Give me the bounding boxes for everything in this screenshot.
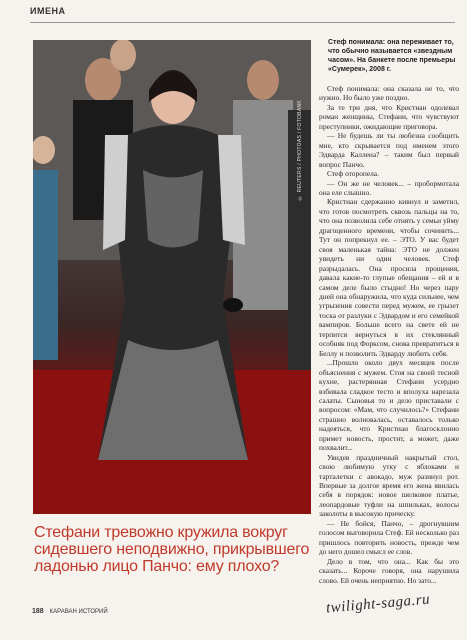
page-number: 188 bbox=[32, 608, 44, 615]
paragraph: Увидев праздничный накрытый стол, свою любимую утку с яблоками и тарталетки с авокадо, муж разинул рот. Впервые за долгое время его жена явилась себя в порядок: новое шелковое платье, леопардовые туфли на шпильках, волосы заколоты в высокую прическу. bbox=[319, 452, 459, 519]
pull-quote: Стефани тревожно кружила вокруг сидевшего неподвижно, прикрывшего ладонью лицо Панчо: ему плохо? bbox=[34, 524, 310, 575]
paragraph: — Он же не человек... – пробормотала она еле слышно. bbox=[319, 178, 459, 197]
paragraph: Стеф понимала: она сказала не то, что нужно. Но было уже поздно. bbox=[319, 84, 459, 103]
paragraph: За те три дня, что Кристиан одолевал роман женщины, Стефани, что чувствуют преступники, ожидающие приговора. bbox=[319, 102, 459, 131]
paragraph: Кристиан сдержанно кивнул и заметил, что готов посмотреть сквозь пальцы на то, что она позволила себе отнять у семьи уйму драгоценного времени, чтобы сочинить... Тут он попрекнул ее. – ЭТО. У вас будет своя маленькая тайна: ЭТО не должен увидеть ни один человек. Стеф разрыдалась. Она просила прощения, давала какие-то глупые обещания – ей и в самом деле было стыдно! Но через пару дней она обнаружила, что куда сильнее, чем угрызения совести перед мужем, ее грызет тоска от разлуки с Эдвардом и его семейкой вампиров. Больше всего на свете ей не терпится вернуться в их стеклянный особняк под Форксом, снова превратиться в Беллу и позволить Эдварду любить себя. bbox=[319, 197, 459, 358]
photo-red-carpet bbox=[33, 40, 311, 514]
section-label: ИМЕНА bbox=[30, 6, 66, 16]
photo-caption: Стеф понимала: она переживает то, что обычно называется «звездным часом». На банкете после премьеры «Сумерек», 2008 г. bbox=[328, 39, 456, 73]
top-rule bbox=[30, 22, 455, 23]
article-body bbox=[319, 84, 459, 614]
paragraph: Дело в том, что она... Как бы это сказать... Короче говоря, она нарушила слово. Ей очень неприятно. Но зато... bbox=[319, 556, 459, 585]
magazine-name: КАРАВАН ИСТОРИЙ bbox=[49, 609, 108, 615]
paragraph: — Не бойся, Панчо, – дрогнувшим голосом выговорила Стеф. Ей несколько раз пришлось повторить новость, прежде чем до него дошел смысл ее слов. bbox=[319, 518, 459, 557]
watermark: twilight-saga.ru bbox=[325, 591, 431, 617]
paragraph: — Не будешь ли ты любезна сообщить мне, кто скрывается под именем этого Эдварда Каллена? – таким был первый вопрос Панчо. bbox=[319, 131, 459, 169]
photo-credit: © REUTERS / PHOTOAS / FOTOBANK bbox=[297, 100, 303, 201]
photo-illustration bbox=[33, 40, 311, 514]
paragraph: ...Прошло около двух месяцев после объяснения с мужем. Стоя на своей тесной кухне, растерянная Стефани усердно взбивала сладкое тесто и вполуха нарезала салаты. Сыновья то и дело приставали с вопросом: «Мам, что случилось?» Стефани страшно волновалась, оставалось только надеяться, что Кристиан благосклонно примет новость, простит, а может, даже похвалит... bbox=[319, 358, 459, 453]
page-footer bbox=[32, 608, 108, 615]
paragraph: Стеф оторопела. bbox=[327, 169, 379, 179]
